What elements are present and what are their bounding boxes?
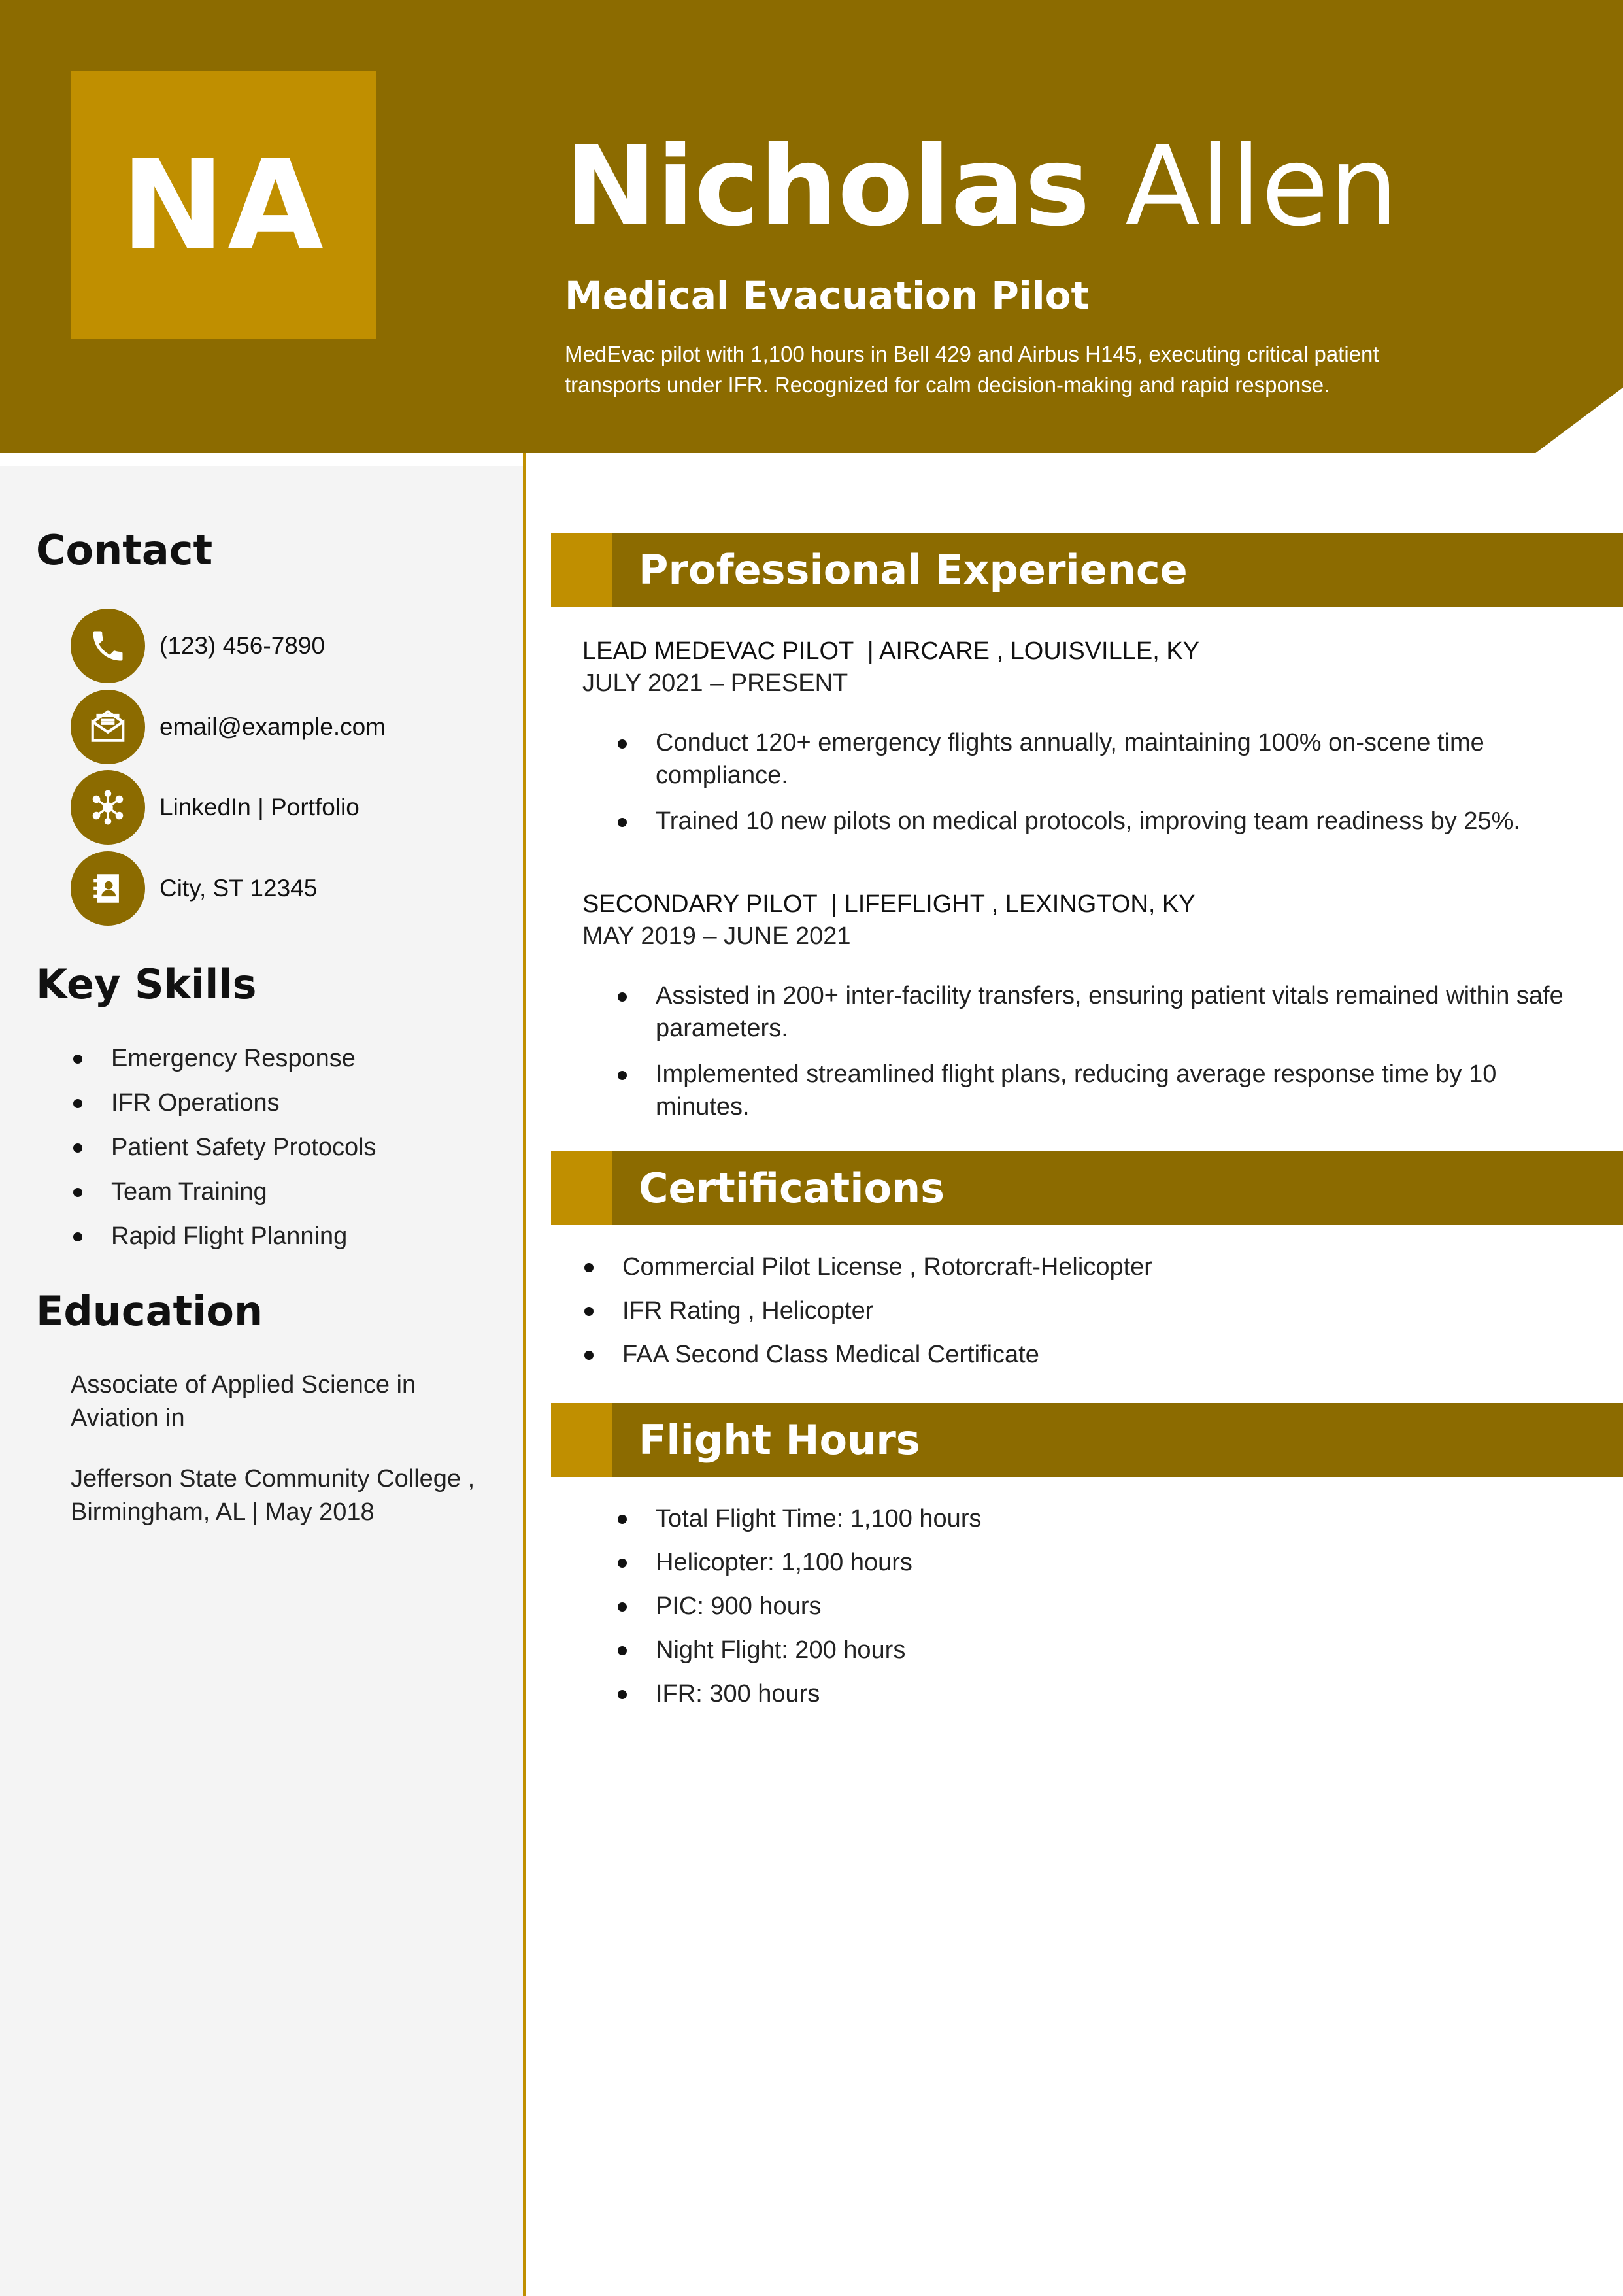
flight-hours-heading: Flight Hours xyxy=(639,1416,920,1464)
skill-item: IFR Operations xyxy=(72,1081,376,1125)
monogram: NA xyxy=(71,71,376,339)
job-2-dates: MAY 2019 – JUNE 2021 xyxy=(582,922,851,950)
phone-icon xyxy=(71,609,145,683)
education-heading: Education xyxy=(36,1287,263,1335)
summary: MedEvac pilot with 1,100 hours in Bell 429 and Airbus H145, executing critical patient transports under IFR. Recognized for calm decision-making and rapid response. xyxy=(565,342,1379,397)
first-name: Nicholas xyxy=(565,122,1090,250)
flight-hours-item: PIC: 900 hours xyxy=(656,1585,1597,1629)
education-degree: Associate of Applied Science in Aviation in xyxy=(71,1371,416,1432)
flight-hours-item: IFR: 300 hours xyxy=(656,1672,1597,1716)
job-2-role: SECONDARY PILOT xyxy=(582,890,818,918)
section-accent xyxy=(551,1151,612,1225)
job-bullet: Trained 10 new pilots on medical protocols, improving team readiness by 25%. xyxy=(656,805,1597,837)
contact-email-text[interactable]: email@example.com xyxy=(159,713,386,740)
job-title: Medical Evacuation Pilot xyxy=(565,273,1090,318)
job-1-role: LEAD MEDEVAC PILOT xyxy=(582,637,854,665)
job-2-bullets xyxy=(656,979,1597,1123)
column-divider xyxy=(523,453,526,2296)
certification-item: Commercial Pilot License , Rotorcraft-Helicopter xyxy=(622,1245,1590,1289)
job-1-company: AIRCARE , LOUISVILLE, KY xyxy=(879,637,1200,665)
flight-hours-item: Total Flight Time: 1,100 hours xyxy=(656,1497,1597,1541)
skill-item: Patient Safety Protocols xyxy=(72,1125,376,1170)
skill-item: Rapid Flight Planning xyxy=(72,1214,376,1258)
contact-heading: Contact xyxy=(36,526,213,574)
contact-address xyxy=(71,851,317,926)
header-corner-cut xyxy=(1530,379,1623,458)
flight-hours-section-bar xyxy=(551,1403,1623,1477)
education-school: Jefferson State Community College , Birmingham, AL | May 2018 xyxy=(71,1465,475,1526)
envelope-icon xyxy=(71,690,145,764)
contact-links-text[interactable]: LinkedIn | Portfolio xyxy=(159,794,360,820)
certification-item: IFR Rating , Helicopter xyxy=(622,1289,1590,1333)
certifications-list xyxy=(622,1245,1590,1377)
section-accent xyxy=(551,1403,612,1477)
job-bullet: Assisted in 200+ inter-facility transfers, ensuring patient vitals remained within safe parameters. xyxy=(656,979,1597,1045)
flight-hours-item: Night Flight: 200 hours xyxy=(656,1629,1597,1672)
section-accent xyxy=(551,533,612,607)
experience-heading: Professional Experience xyxy=(639,546,1188,594)
contact-address-text: City, ST 12345 xyxy=(159,875,318,902)
contact-email xyxy=(71,689,386,765)
job-bullet: Implemented streamlined flight plans, reducing average response time by 10 minutes. xyxy=(656,1058,1597,1123)
skill-item: Team Training xyxy=(72,1170,376,1214)
contact-phone-text[interactable]: (123) 456-7890 xyxy=(159,632,326,659)
last-name: Allen xyxy=(1125,122,1399,250)
experience-section-bar xyxy=(551,533,1623,607)
skills-list xyxy=(72,1036,376,1258)
skill-item: Emergency Response xyxy=(72,1036,376,1081)
certifications-section-bar xyxy=(551,1151,1623,1225)
certification-item: FAA Second Class Medical Certificate xyxy=(622,1333,1590,1377)
contact-links xyxy=(71,769,360,845)
network-icon xyxy=(71,770,145,845)
job-2-header: SECONDARY PILOT | LIFEFLIGHT , LEXINGTON, KY xyxy=(582,890,1196,918)
address-book-icon xyxy=(71,851,145,926)
job-bullet: Conduct 120+ emergency flights annually, maintaining 100% on-scene time compliance. xyxy=(656,726,1597,792)
skills-heading: Key Skills xyxy=(36,960,257,1008)
candidate-name xyxy=(565,124,1398,248)
job-1-bullets xyxy=(656,726,1597,837)
certifications-heading: Certifications xyxy=(639,1164,945,1212)
flight-hours-item: Helicopter: 1,100 hours xyxy=(656,1541,1597,1585)
job-2-company: LIFEFLIGHT , LEXINGTON, KY xyxy=(844,890,1196,918)
job-1-header: LEAD MEDEVAC PILOT | AIRCARE , LOUISVILLE, KY xyxy=(582,637,1200,665)
job-1-dates: JULY 2021 – PRESENT xyxy=(582,669,848,697)
contact-phone xyxy=(71,608,325,684)
flight-hours-list xyxy=(656,1497,1597,1716)
